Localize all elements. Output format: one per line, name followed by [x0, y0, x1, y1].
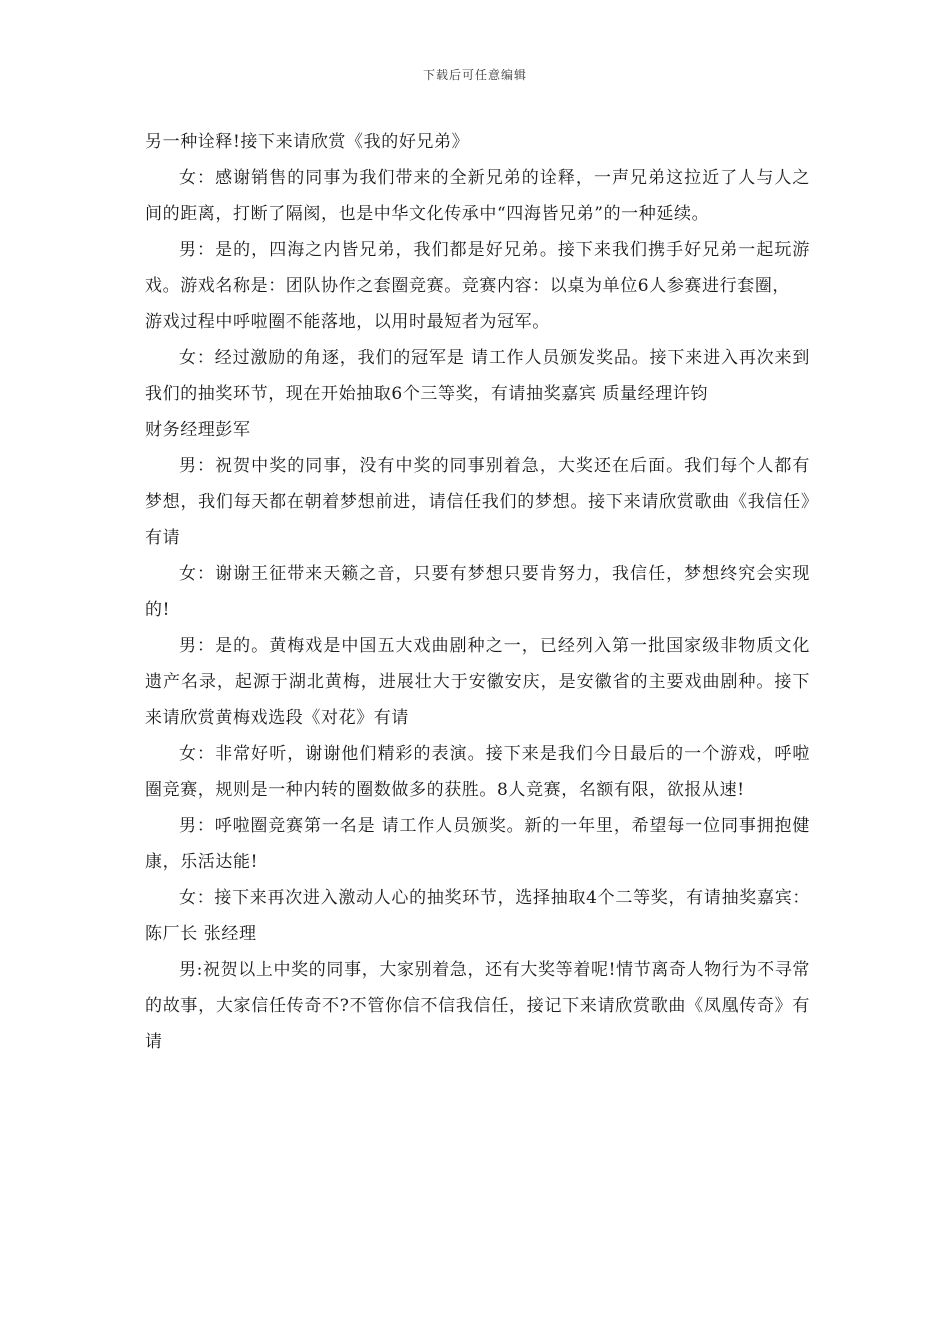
paragraph: 女：感谢销售的同事为我们带来的全新兄弟的诠释，一声兄弟这拉近了人与人之间的距离，打断了隔阂，也是中华文化传承中“四海皆兄弟”的一种延续。: [145, 168, 810, 224]
paragraph: 另一种诠释!接下来请欣赏《我的好兄弟》: [145, 132, 470, 152]
paragraph: 男:祝贺以上中奖的同事，大家别着急，还有大奖等着呢!情节离奇人物行为不寻常的故事，大家信任传奇不?不管你信不信我信任，接记下来请欣赏歌曲《凤凰传奇》有请: [145, 960, 810, 1052]
paragraph: 游戏过程中呼啦圈不能落地，以用时最短者为冠军。: [145, 312, 550, 332]
document-body: [145, 124, 810, 1060]
page-header-note: 下载后可任意编辑: [422, 68, 527, 82]
paragraph: 女：经过激励的角逐，我们的冠军是 请工作人员颁发奖品。接下来进入再次来到我们的抽奖环节，现在开始抽取6个三等奖，有请抽奖嘉宾 质量经理许钧: [145, 348, 810, 404]
paragraph: 男：呼啦圈竞赛第一名是 请工作人员颁奖。新的一年里，希望每一位同事拥抱健康，乐活达能!: [145, 816, 810, 872]
paragraph: 男：祝贺中奖的同事，没有中奖的同事别着急，大奖还在后面。我们每个人都有梦想，我们每天都在朝着梦想前进，请信任我们的梦想。接下来请欣赏歌曲《我信任》有请: [145, 456, 810, 548]
paragraph: 男：是的。黄梅戏是中国五大戏曲剧种之一，已经列入第一批国家级非物质文化遗产名录，起源于湖北黄梅，进展壮大于安徽安庆，是安徽省的主要戏曲剧种。接下来请欣赏黄梅戏选段《对花》有请: [145, 636, 810, 728]
paragraph: 女：接下来再次进入激动人心的抽奖环节，选择抽取4个二等奖，有请抽奖嘉宾：陈厂长 张经理: [145, 888, 810, 944]
paragraph: 财务经理彭军: [145, 420, 251, 440]
paragraph: 女：谢谢王征带来天籁之音，只要有梦想只要肯努力，我信任，梦想终究会实现的!: [145, 564, 810, 620]
paragraph: 女：非常好听，谢谢他们精彩的表演。接下来是我们今日最后的一个游戏，呼啦圈竞赛，规则是一种内转的圈数做多的获胜。8人竞赛，名额有限，欲报从速!: [145, 744, 810, 800]
paragraph: 男：是的，四海之内皆兄弟，我们都是好兄弟。接下来我们携手好兄弟一起玩游戏。游戏名称是：团队协作之套圈竞赛。竞赛内容：以桌为单位6人参赛进行套圈，: [145, 240, 810, 296]
